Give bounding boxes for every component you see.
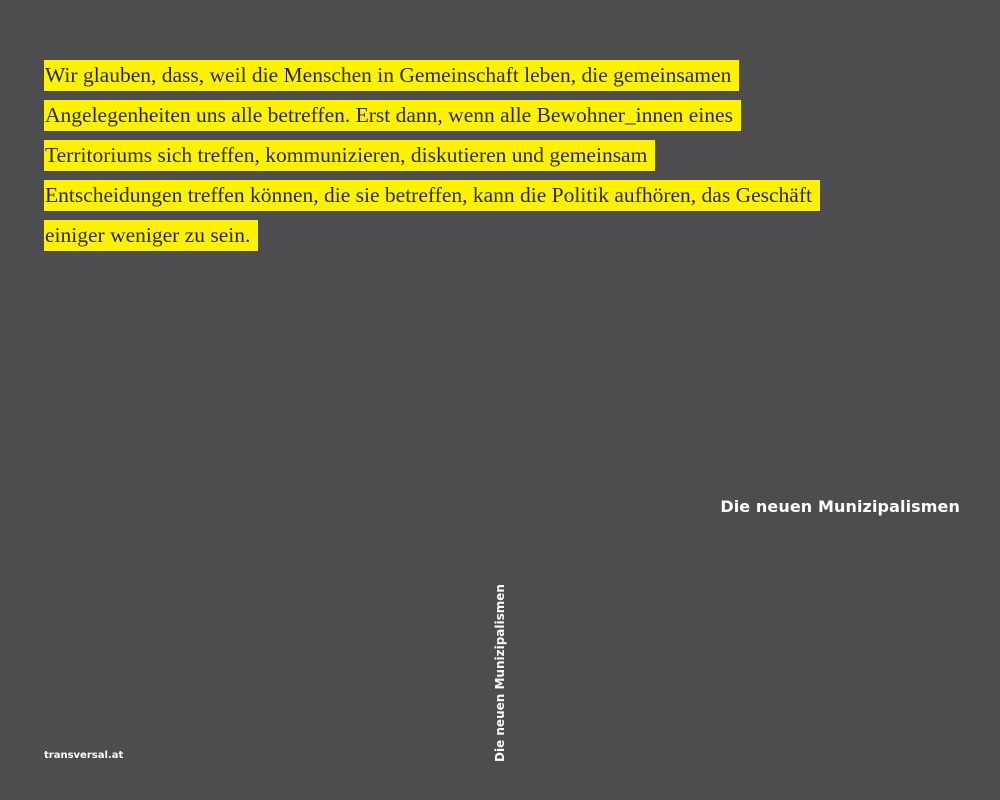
highlighted-quote: [44, 55, 944, 255]
publisher-label: transversal.at: [44, 750, 124, 761]
book-title: Die neuen Munizipalismen: [720, 497, 960, 516]
quote-line: [44, 175, 944, 215]
quote-line: [44, 215, 944, 255]
spine-title: Die neuen Munizipalismen: [493, 584, 507, 762]
quote-line-text: Territoriums sich treffen, kommunizieren, diskutieren und gemeinsam: [44, 140, 655, 171]
quote-line-text: einiger weniger zu sein.: [44, 220, 258, 251]
quote-line: [44, 95, 944, 135]
quote-line: [44, 55, 944, 95]
quote-line-text: Wir glauben, dass, weil die Menschen in Gemeinschaft leben, die gemeinsamen: [44, 60, 739, 91]
quote-line: [44, 135, 944, 175]
quote-line-text: Entscheidungen treffen können, die sie betreffen, kann die Politik aufhören, das Geschäft: [44, 180, 820, 211]
quote-line-text: Angelegenheiten uns alle betreffen. Erst dann, wenn alle Bewohner_innen eines: [44, 100, 741, 131]
